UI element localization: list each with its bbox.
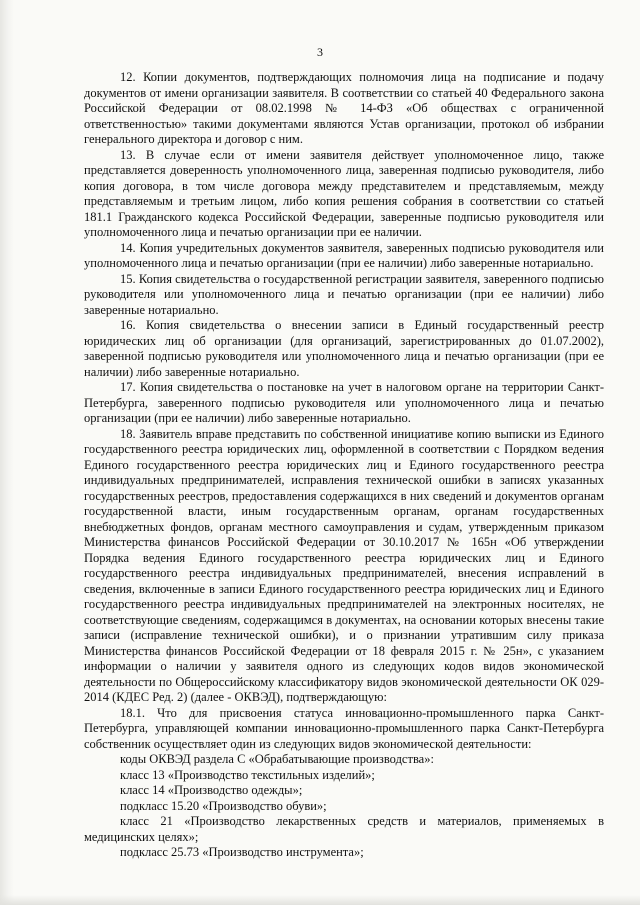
okved-subclass-15-20: подкласс 15.20 «Производство обуви»; <box>120 798 327 813</box>
okved-subclass-25-73: подкласс 25.73 «Производство инструмента»; <box>120 845 364 859</box>
scan-edge-shadow <box>0 0 14 905</box>
paragraph-18: 18. Заявитель вправе представить по собственной инициативе копию выписки из Единого государственного реестра юридических лиц, оформленной в соответствии с Порядком ведения Единого государственного реестра юридических лиц и Единого государственного реестра индивидуальных предпринимателей, исправления технической ошибки в записях указанных государственных реестров, предоставления содержащихся в них сведений и документов органам государственной власти, иным государственным органам, органам государственных внебюджетных фондов, органам местного самоуправления и судам, утвержденным приказом Министерства финансов Российской Федерации от 30.10.2017 № 165н «Об утверждении Порядка ведения Единого государственного реестра юридических лиц и Единого государственного реестра индивидуальных предпринимателей, внесения исправлений в сведения, включенные в записи Единого государственного реестра юридических лиц и Единого государственного реестра индивидуальных предпринимателей на электронных носителях, не соответствующие сведениям, содержащимся в документах, на основании которых внесены такие записи (исправление технической ошибки), и о признании утратившим силу приказа Министерства финансов Российской Федерации от 18 февраля 2015 г. № 25н», с указанием информации о наличии у заявителя одного из следующих кодов видов экономической деятельности по Общероссийскому классификатору видов экономической деятельности ОК 029-2014 (КДЕС Ред. 2) (далее - ОКВЭД), подтверждающую: <box>84 426 604 704</box>
page-number: 3 <box>317 45 323 59</box>
paragraph-16: 16. Копия свидетельства о внесении записи в Единый государственный реестр юридических лиц об организации (для организаций, зарегистрированных до 01.07.2002), заверенной подписью руководителя или уполномоченного лица и печатью организации (при ее наличии) либо заверенные нотариально. <box>84 318 604 379</box>
paragraph-18-1: 18.1. Что для присвоения статуса инновационно-промышленного парка Санкт-Петербурга, управляющей компании инновационно-промышленного парка Санкт-Петербурга собственник осуществляет один из следующих видов экономической деятельности: <box>84 705 604 751</box>
okved-class-21: класс 21 «Производство лекарственных средств и материалов, применяемых в медицинских целях»; <box>84 814 604 844</box>
document-body <box>84 70 604 861</box>
paragraph-15: 15. Копия свидетельства о государственной регистрации заявителя, заверенного подписью руководителя или уполномоченного лица и печатью организации (при ее наличии) либо заверенные нотариально. <box>84 271 604 317</box>
paragraph-17: 17. Копия свидетельства о постановке на учет в налоговом органе на территории Санкт-Петербурга, заверенного подписью руководителя или уполномоченного лица и печатью организации (при ее наличии) либо заверенные нотариально. <box>84 380 604 425</box>
okved-section-c: коды ОКВЭД раздела С «Обрабатывающие производства»: <box>120 752 434 766</box>
okved-class-14: класс 14 «Производство одежды»; <box>120 783 303 797</box>
paragraph-14: 14. Копия учредительных документов заявителя, заверенных подписью руководителя или уполномоченного лица и печатью организации (при ее наличии) либо заверенные нотариально. <box>84 240 604 270</box>
scan-bottom-shadow <box>0 895 640 905</box>
paragraph-12: 12. Копии документов, подтверждающих полномочия лица на подписание и подачу документов от имени организации заявителя. В соответствии со статьей 40 Федерального закона Российской Федерации от 08.02.1998 № 14-ФЗ «Об обществах с ограниченной ответственностью» такими документами являются Устав организации, протокол об избрании генерального директора и договор с ним. <box>84 70 604 146</box>
paragraph-13: 13. В случае если от имени заявителя действует уполномоченное лицо, также представляется доверенность уполномоченного лица, заверенная подписью руководителя, либо копия договора, в том числе договора между представителем и представляемым, между представляемым и третьим лицом, либо копия решения собрания в соответствии со статьей 181.1 Гражданского кодекса Российской Федерации, заверенные подписью руководителя или уполномоченного лица и печатью организации при ее наличии. <box>84 147 604 239</box>
okved-class-13: класс 13 «Производство текстильных изделий»; <box>120 767 375 782</box>
